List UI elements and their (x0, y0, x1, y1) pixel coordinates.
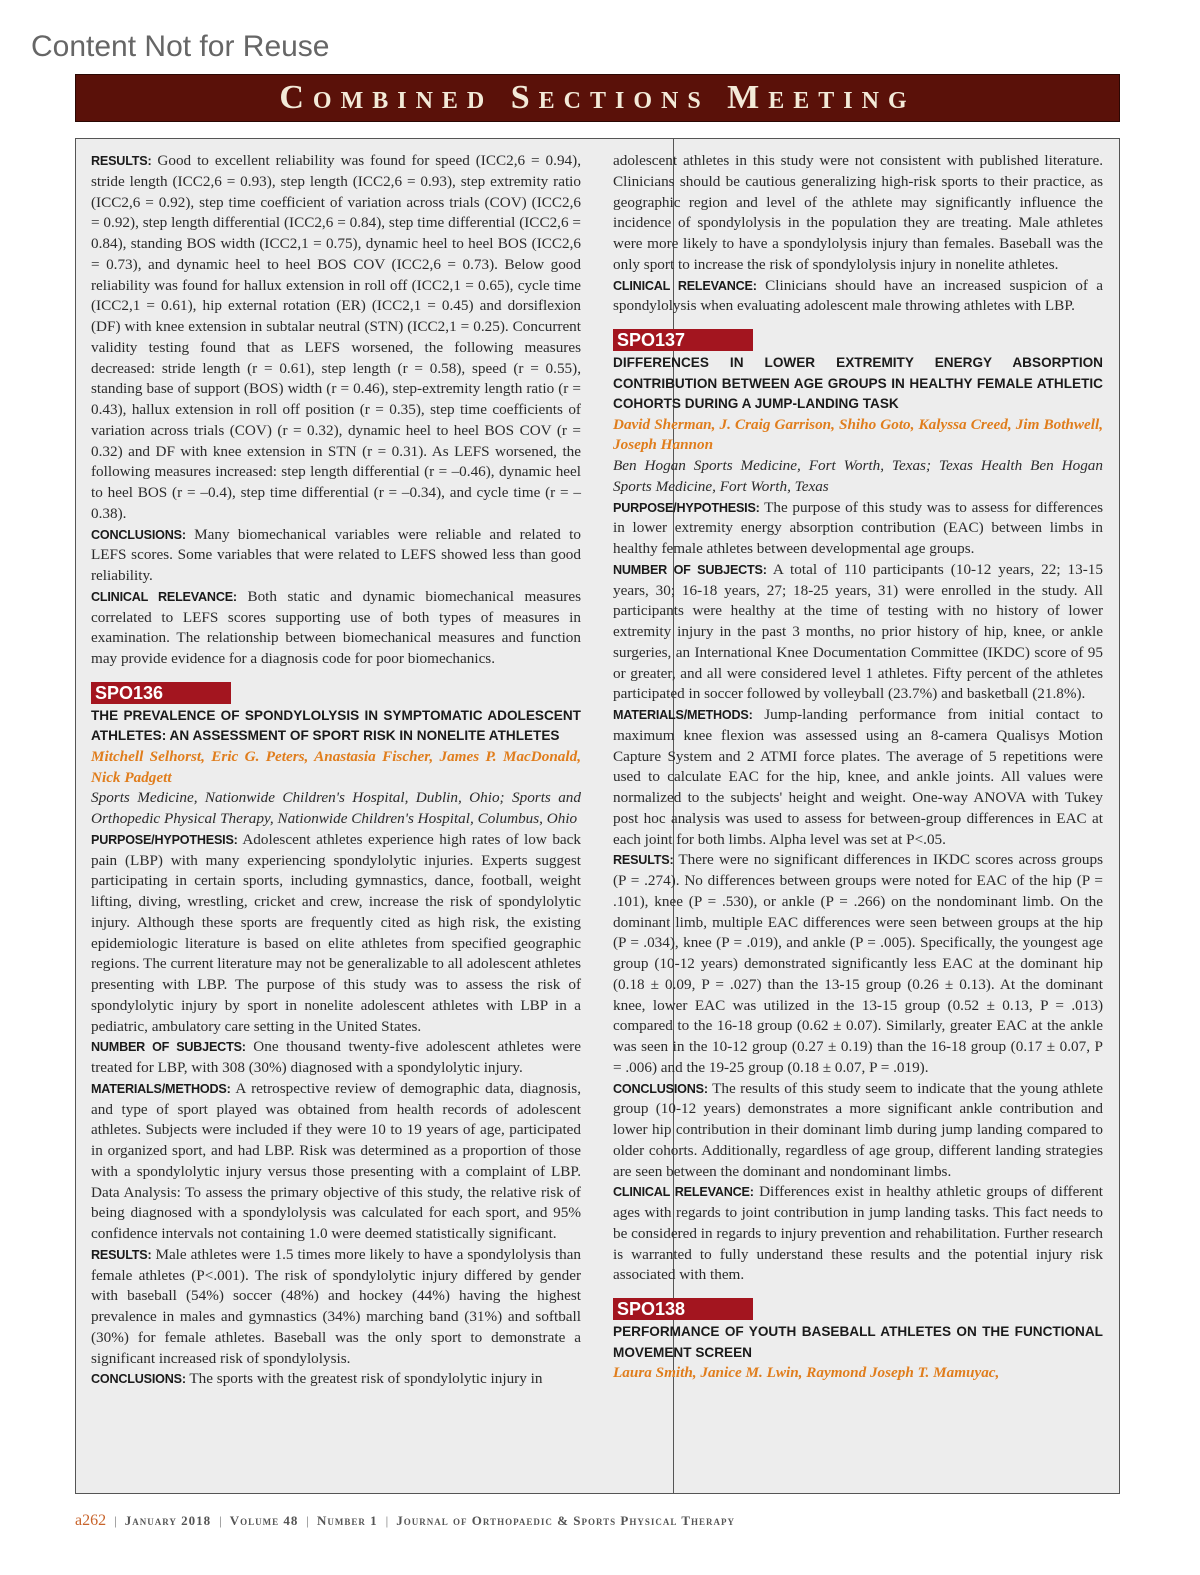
clinical-relevance-paragraph: CLINICAL RELEVANCE: Both static and dynamic biomechanical measures correlated to LEFS scores supporting use of both types of measures in examination. The relationship between biomechanical measures and function may provide evidence for a diagnosis code for poor biomechanics. (91, 587, 582, 667)
abstract-title: PERFORMANCE OF YOUTH BASEBALL ATHLETES ON THE FUNCTIONAL MOVEMENT SCREEN (613, 1324, 1103, 1360)
banner-title: Combined Sections Meeting (279, 79, 916, 116)
results-paragraph: RESULTS: There were no significant differences in IKDC scores across groups (P = .274). No differences between groups were noted for EAC of the hip (P = .101), knee (P = .530), or ankle (P = .266) on the nondominant limb. On the dominant limb, multiple EAC differences were seen between groups at the hip (P = .034), knee (P = .019), and ankle (P = .005). Specifically, the youngest age group (10-12 years) demonstrated significantly less EAC at the dominant hip (0.18 ± 0.09, P = .027) than the 13-15 group (0.26 ± 0.13). At the dominant knee, lower EAC was utilized in the 13-15 group (0.52 ± 0.13, P = .013) compared to the 16-18 group (0.62 ± 0.07). Similarly, greater EAC at the ankle was seen in the 10-12 group (0.27 ± 0.19) than the 16-18 group (0.17 ± 0.07, P = .006) and the 19-25 group (0.18 ± 0.07, P = .019). (613, 851, 1103, 1076)
right-column (613, 151, 1103, 1384)
page-number: a262 (75, 1512, 107, 1529)
conclusions-paragraph: CONCLUSIONS: Many biomechanical variables were reliable and related to LEFS scores. Some variables that were related to LEFS showed less than good reliability. (91, 525, 581, 584)
journal-name: Journal of Orthopaedic & Sports Physical Therapy (396, 1513, 736, 1528)
abstract-authors: David Sherman, J. Craig Garrison, Shiho Goto, Kalyssa Creed, Jim Bothwell, Joseph Hannon (613, 415, 1103, 454)
number-label: Number 1 (317, 1513, 378, 1528)
subjects-paragraph: NUMBER OF SUBJECTS: One thousand twenty-five adolescent athletes were treated for LBP, with 308 (30%) diagnosed with a spondylolytic injury. (91, 1038, 581, 1076)
abstract-id-badge: SPO137 (613, 329, 753, 351)
purpose-paragraph: PURPOSE/HYPOTHESIS: The purpose of this study was to assess for differences in lower extremity energy absorption contribution (EAC) between limbs in healthy female athletes between developmental age groups. (613, 498, 1103, 557)
abstract-title: THE PREVALENCE OF SPONDYLOLYSIS IN SYMPTOMATIC ADOLESCENT ATHLETES: AN ASSESSMENT OF SPORT RISK IN NONELITE ATHLETES (91, 707, 581, 744)
purpose-paragraph: PURPOSE/HYPOTHESIS: Adolescent athletes experience high rates of low back pain (LBP) with many experiencing spondylolytic injuries. Experts suggest participating in certain sports, including gymnastics, dance, football, weight lifting, diving, wrestling, cricket and crew, increase the risk of spondylolytic injury. Although these sports are frequently cited as high risk, the existing epidemiologic literature is based on elite athletes from specified geographic regions. The current literature may not be generalizable to all adolescent athletes presenting with LBP. The purpose of this study was to assess the risk of spondylolytic injury by sport in nonelite adolescent athletes with LBP in a pediatric, ambulatory care setting in the United States. (91, 830, 581, 1035)
section-banner (75, 74, 1120, 122)
volume-label: Volume 48 (229, 1513, 299, 1528)
abstract-authors: Mitchell Selhorst, Eric G. Peters, Anastasia Fischer, James P. MacDonald, Nick Padgett (91, 747, 581, 786)
abstract-title: DIFFERENCES IN LOWER EXTREMITY ENERGY ABSORPTION CONTRIBUTION BETWEEN AGE GROUPS IN HEALTHY FEMALE ATHLETIC COHORTS DURING A JUMP-LANDING TASK (613, 355, 1103, 411)
abstract-affiliation: Sports Medicine, Nationwide Children's Hospital, Dublin, Ohio; Sports and Orthopedic Physical Therapy, Nationwide Children's Hospital, Columbus, Ohio (91, 789, 581, 827)
results-paragraph: RESULTS: Good to excellent reliability was found for speed (ICC2,6 = 0.94), stride length (ICC2,6 = 0.93), step length (ICC2,6 = 0.93), step extremity ratio (ICC2,6 = 0.92), step time coefficient of variation across trials (COV) (ICC2,6 = 0.92), step length differential (ICC2,6 = 0.84), step time differential (ICC2,6 = 0.84), standing BOS width (ICC2,1 = 0.75), dynamic heel to heel BOS (ICC2,6 = 0.73), and dynamic heel to heel BOS COV (ICC2,6 = 0.73). Below good reliability was found for hallux extension in roll off (ICC2,1 = 0.65), cycle time (ICC2,1 = 0.61), hip external rotation (ER) (ICC2,1 = 0.45) and dorsiflexion (DF) with knee extension in subtalar neutral (STN) (ICC2,1 = 0.25). Concurrent validity testing found that as LEFS worsened, the following measures decreased: stride length (r = 0.61), step length (r = 0.58), speed (r = 0.55), standing base of support (BOS) width (r = 0.46), step-extremity length ratio (r = 0.43), hallux extension in roll off position (r = 0.35), step time coefficients of variation across trials (COV) (r = 0.32), dynamic heel to heel BOS COV (r = 0.32) and DF with knee extension in STN (r = 0.31). As LEFS worsened, the following measures increased: step length differential (r = –0.46), dynamic heel to heel BOS (r = –0.4), step time differential (r = –0.34), and cycle time (r = –0.38). (91, 152, 581, 522)
abstracts-frame (75, 138, 1120, 1494)
continued-paragraph: adolescent athletes in this study were not consistent with published literature. Clinicians should be cautious generalizing high-risk sports to their practice, as geographic region and level of the athlete may significantly influence the incidence of spondylolysis in the population they are treating. Male athletes were more likely to have a spondylolysis injury than females. Baseball was the only sport to increase the risk of spondylolysis injury in nonelite athletes. (613, 152, 1103, 273)
abstract-id-badge: SPO138 (613, 1298, 753, 1320)
results-paragraph: RESULTS: Male athletes were 1.5 times more likely to have a spondylolysis than female athletes (P<.001). The risk of spondylolytic injury differed by gender with baseball (54%) soccer (48%) and hockey (44%) having the highest prevalence in males and gymnastics (34%) marching band (31%) and softball (30%) for female athletes. Baseball was the only sport to demonstrate a significant increased risk of spondylolysis. (91, 1245, 582, 1367)
abstract-authors: Laura Smith, Janice M. Lwin, Raymond Joseph T. Mamuyac, (613, 1364, 1000, 1381)
conclusions-paragraph: CONCLUSIONS: The sports with the greatest risk of spondylolytic injury in (91, 1370, 543, 1388)
clinical-relevance-paragraph: CLINICAL RELEVANCE: Differences exist in healthy athletic groups of different ages with regards to joint contribution in jump landing tasks. This fact needs to be considered in regards to injury prevention and rehabilitation. Further research is warranted to fully understand these results and the potential injury risk associated with them. (613, 1183, 1104, 1284)
subjects-paragraph: NUMBER OF SUBJECTS: A total of 110 participants (10-12 years, 22; 13-15 years, 30; 16-18 years, 27; 18-25 years, 31) were enrolled in the study. All participants were healthy at the time of testing with no history of lower extremity injury in the past 3 months, no prior history of hip, knee, or ankle surgeries, an International Knee Documentation Committee (IKDC) score of 95 or greater, and all were considered level 1 athletes. Fifty percent of the athletes participated in soccer followed by volleyball (23.7%) and basketball (21.8%). (613, 560, 1103, 703)
left-column (91, 151, 581, 1390)
abstract-id-badge: SPO136 (91, 682, 231, 704)
content-notice: Content Not for Reuse (31, 30, 330, 63)
page-footer: a262 | January 2018 | Volume 48 | Number 1 | Journal of Orthopaedic & Sports Physical Therapy (75, 1512, 736, 1529)
clinical-relevance-paragraph: CLINICAL RELEVANCE: Clinicians should have an increased suspicion of a spondylolysis when evaluating adolescent male throwing athletes with LBP. (613, 276, 1103, 315)
issue-date: January 2018 (124, 1513, 212, 1528)
abstract-affiliation: Ben Hogan Sports Medicine, Fort Worth, Texas; Texas Health Ben Hogan Sports Medicine, Fort Worth, Texas (613, 457, 1103, 495)
methods-paragraph: MATERIALS/METHODS: Jump-landing performance from initial contact to maximum knee flexion was assessed using an 8-camera Qualisys Motion Capture System and 2 ATMI force plates. The average of 5 repetitions were used to calculate EAC for the hip, knee, and ankle joints. All values were normalized to the subjects' height and weight. One-way ANOVA with Tukey post hoc analysis was used to assess for between-group differences in EAC at each joint for both limbs. Alpha level was set at P<.05. (613, 706, 1104, 848)
conclusions-paragraph: CONCLUSIONS: The results of this study seem to indicate that the young athlete group (10-12 years) demonstrates a more significant ankle contribution and lower hip contribution in their dominant limb during jump landing compared to older cohorts. Additionally, regardless of age group, different landing strategies are seen between the dominant and nondominant limbs. (613, 1079, 1103, 1180)
methods-paragraph: MATERIALS/METHODS: A retrospective review of demographic data, diagnosis, and type of sport played was obtained from health records of adolescent athletes. Subjects were included if they were 10 to 19 years of age, participated in organized sport, and had LBP. Risk was determined as a proportion of those with a spondylolytic injury versus those presenting with a complaint of LBP. Data Analysis: To assess the primary objective of this study, the relative risk of being diagnosed with a spondylolysis was calculated for each sport, and 95% confidence intervals not containing 1.0 were deemed statistically significant. (91, 1079, 581, 1242)
